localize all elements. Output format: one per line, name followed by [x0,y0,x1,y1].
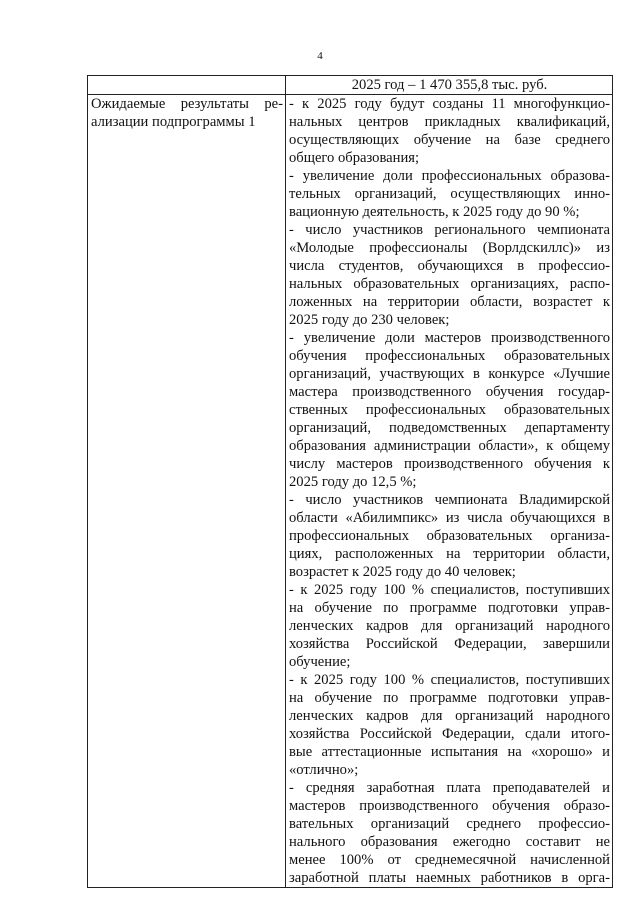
results-text-line: организаций, подведомственных департаменту [289,420,610,436]
results-text-line: 2025 году до 12,5 %; [289,474,417,490]
results-text-line: вательных организаций среднего профессио- [289,816,610,832]
results-text-line: вационную деятельность, к 2025 году до 90 %; [289,204,580,220]
results-text-line: - увеличение доли профессиональных образова- [289,168,610,184]
results-label-cell [88,95,286,888]
results-text-line: хозяйства Российской Федерации, завершили [289,636,610,652]
results-text-line: области «Абилимпикс» из числа обучающихся в [289,510,610,526]
funding-row [88,76,613,95]
results-text-line: нальных образовательных организациях, распо- [289,276,610,292]
funding-row-value-cell [286,76,613,95]
funding-2025-text: 2025 год – 1 470 355,8 тыс. руб. [351,77,548,93]
results-text-line: - к 2025 году 100 % специалистов, поступивших [289,672,610,688]
results-text-line: организаций, участвующих в конкурсе «Лучшие [289,366,610,382]
results-text-line: числу мастеров производственного обучения к [289,456,610,472]
page-number: 4 [317,50,323,62]
results-text-line: ственных профессиональных образовательных [289,402,610,418]
results-text-line: обучения профессиональных образовательных [289,348,610,364]
results-text-line: «отлично»; [289,762,359,778]
funding-row-label-cell [88,76,286,95]
results-text-line: мастеров производственного обучения образо- [289,798,610,814]
results-text-line: - к 2025 году 100 % специалистов, поступивших [289,582,610,598]
results-label-line: Ожидаемые результаты ре- [91,96,283,112]
results-text-line: хозяйства Российской Федерации, сдали итого- [289,726,610,742]
results-text-line: возрастет к 2025 году до 40 человек; [289,564,516,580]
results-text-line: вые аттестационные испытания на «хорошо» и [289,744,610,760]
results-text-line: нального образования ежегодно составит не [289,834,610,850]
results-text-line: - число участников регионального чемпионата [289,222,610,238]
results-text-line: осуществляющих обучение на базе среднего [289,132,610,148]
results-text-line: тельных организаций, осуществляющих инно- [289,186,610,202]
results-text-line: числа студентов, обучающихся в профессио- [289,258,610,274]
results-text-line: заработной платы наемных работников в орга- [289,870,610,886]
results-text-line: ленческих кадров для организаций народного [289,618,610,634]
results-text-line: мастера производственного обучения государ- [289,384,610,400]
results-row [88,95,613,888]
results-text-line: на обучение по программе подготовки управ- [289,600,610,616]
results-text-line: образования администрации области», к общему [289,438,610,454]
results-text-line: - к 2025 году будут созданы 11 многофункцио- [289,96,610,112]
subprogram-passport-table [87,75,613,888]
results-text-line: «Молодые профессионалы (Ворлдскиллс)» из [289,240,610,256]
results-text-line: циях, расположенных на территории области, [289,546,610,562]
results-text-line: обучение; [289,654,351,670]
results-label-line: ализации подпрограммы 1 [91,114,256,130]
results-text-line: на обучение по программе подготовки управ- [289,690,610,706]
results-text-line: нальных центров прикладных квалификаций, [289,114,610,130]
results-text-line: - средняя заработная плата преподавателей и [289,780,610,796]
results-text-line: общего образования; [289,150,420,166]
results-text-line: - число участников чемпионата Владимирской [289,492,610,508]
results-text-line: ложенных на территории области, возрастет к [289,294,610,310]
results-text-line: - увеличение доли мастеров производственного [289,330,610,346]
results-text-line: ленческих кадров для организаций народного [289,708,610,724]
results-text-line: менее 100% от среднемесячной начисленной [289,852,610,868]
results-text-line: профессиональных образовательных организа- [289,528,610,544]
results-text-line: 2025 году до 230 человек; [289,312,450,328]
results-text-cell [286,95,613,888]
